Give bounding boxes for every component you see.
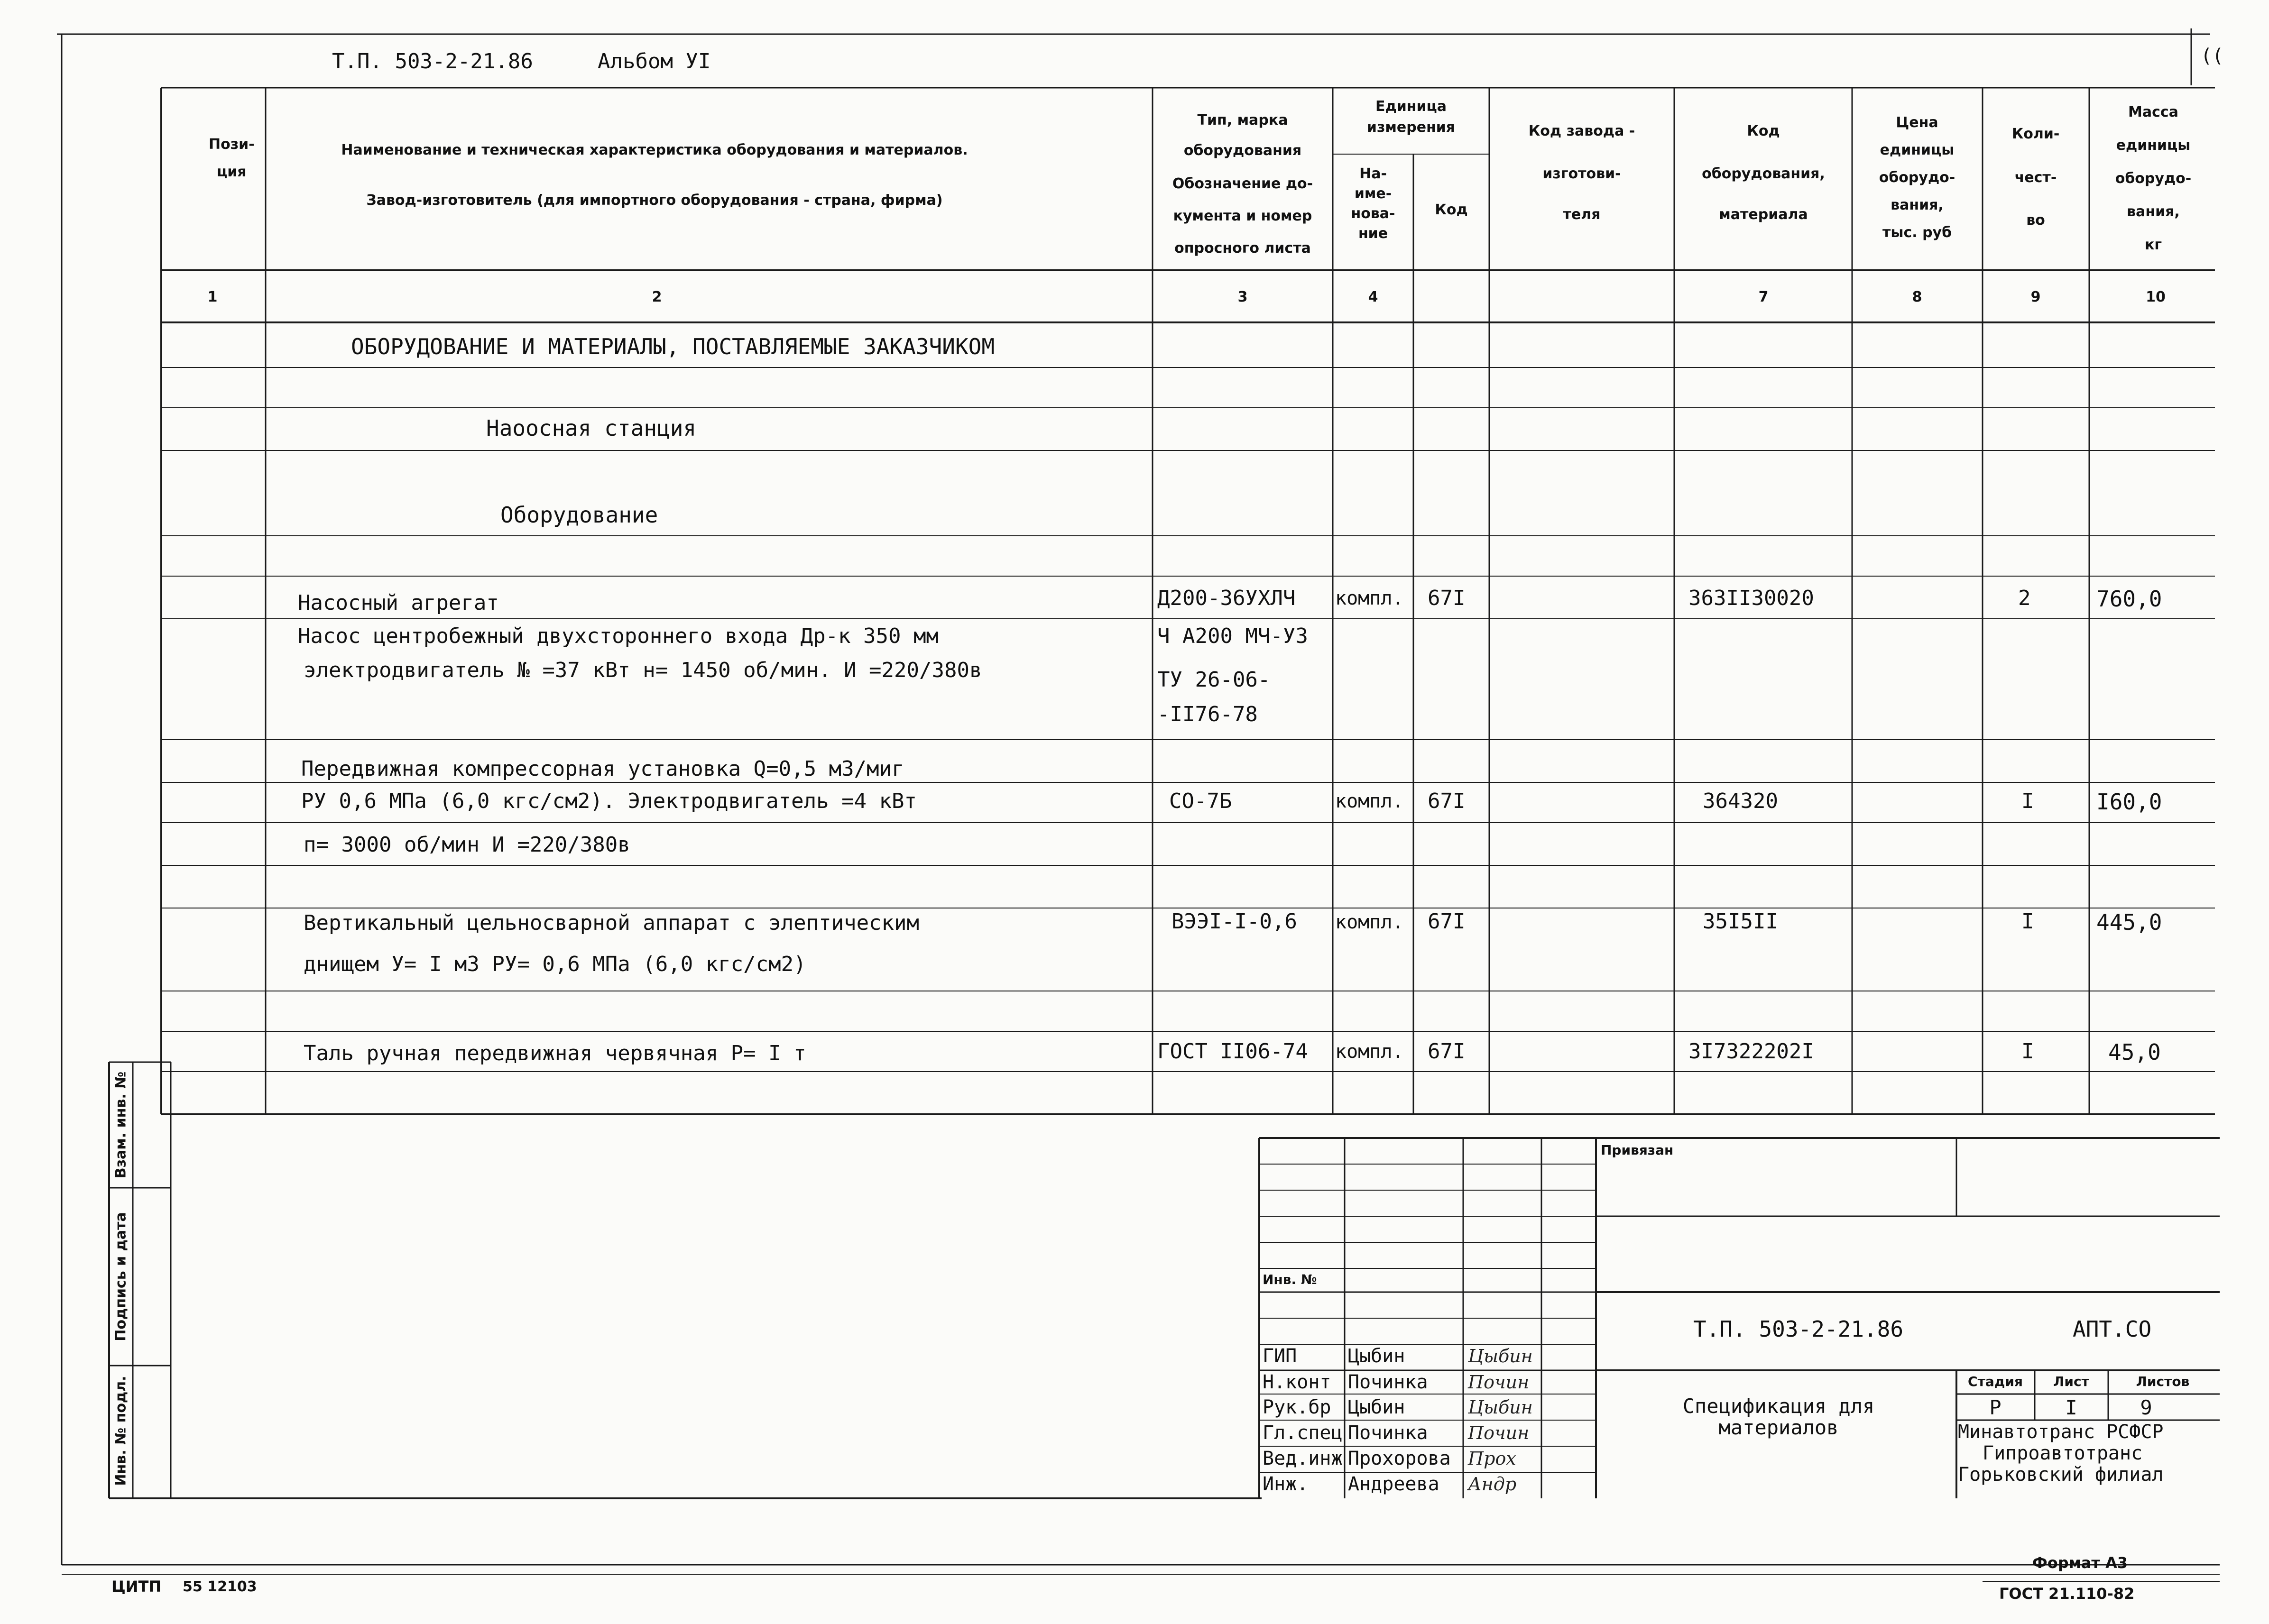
row-item-unit-code: 67I	[1428, 586, 1466, 610]
stamp-role: ГИП	[1263, 1345, 1297, 1367]
stamp-role: Рук.бр	[1263, 1396, 1331, 1418]
row-item-unit: компл.	[1335, 790, 1404, 812]
row-item-mass: 45,0	[2108, 1039, 2161, 1065]
row-item-unit: компл.	[1335, 1041, 1404, 1063]
stamp-person-name: Починка	[1348, 1422, 1428, 1444]
signature: Андр	[1468, 1474, 1517, 1495]
row-item-type: -II76-78	[1157, 702, 1258, 726]
row-item-name: РУ 0,6 МПа (6,0 кгс/см2). Электродвигатель =4 кВт	[301, 789, 917, 813]
col-header-position: Пози- ция	[209, 136, 255, 180]
stamp-role: Вед.инж	[1263, 1448, 1343, 1469]
row-item-quantity: I	[2021, 789, 2034, 813]
stamp-person-name: Андреева	[1348, 1473, 1439, 1495]
row-item-quantity: 2	[2018, 586, 2031, 610]
section-title: Оборудование	[500, 502, 658, 528]
row-item-name: Насос центробежный двухстороннего входа Др-к 350 мм	[298, 624, 939, 648]
col-number: 10	[2146, 289, 2166, 305]
row-item-unit-code: 67I	[1428, 789, 1466, 813]
margin-label-inv: Инв. № подл.	[112, 1376, 129, 1486]
stamp-inv-label: Инв. №	[1263, 1272, 1317, 1287]
footer-gost: ГОСТ 21.110-82	[1999, 1585, 2135, 1603]
row-item-unit: компл.	[1335, 911, 1404, 933]
stamp-stage-label: Стадия	[1968, 1374, 2023, 1389]
stamp-sheets: 9	[2140, 1396, 2152, 1419]
section-title: ОБОРУДОВАНИЕ И МАТЕРИАЛЫ, ПОСТАВЛЯЕМЫЕ ЗАКАЗЧИКОМ	[351, 334, 995, 359]
col-number: 7	[1758, 289, 1769, 305]
signature: Почин	[1468, 1422, 1530, 1443]
row-item-name: Передвижная компрессорная установка Q=0,5 мЗ/миг	[301, 757, 904, 781]
margin-label-podpis: Подпись и дата	[112, 1212, 129, 1341]
row-item-equipment-code: 35I5II	[1703, 909, 1778, 934]
margin-label-vzam: Взам. инв. №	[112, 1071, 129, 1179]
stamp-sheets-label: Листов	[2136, 1374, 2190, 1389]
signature: Прох	[1468, 1448, 1516, 1469]
header-album: Альбом УI	[598, 49, 711, 73]
row-item-quantity: I	[2021, 909, 2034, 934]
row-item-unit: компл.	[1335, 587, 1404, 609]
stamp-role: Гл.спец	[1263, 1422, 1343, 1444]
col-number: 2	[652, 289, 662, 305]
row-item-unit-code: 67I	[1428, 1039, 1466, 1064]
stamp-sheet: I	[2065, 1396, 2077, 1419]
row-item-type: ГОСТ II06-74	[1157, 1039, 1308, 1064]
signature: Цыбин	[1468, 1397, 1533, 1418]
row-item-name: Насосный агрегат	[298, 591, 499, 615]
drawing-sheet: Т.П. 503-2-21.86 Альбом УI (( Пози- ция Наименование и техническая характеристика оборудования и материалов. Завод-изготовитель (для импортного оборудования - страна, фирма) Тип, марка оборудования Обозначение до- кумента и номер опросного листа Единица измерения На- име- нова- ние Код Код завода - изготови- теля Код оборудования, материала Цена единицы оборудо- вания, тыс. руб Коли- чест- во Масса единицы оборудо- вания, кг 1 2 3 4 7 8 9 10 ОБОРУДОВАНИЕ И МАТЕРИАЛЫ, ПОСТАВЛЯЕМЫЕ ЗАКАЗЧИКОМ Наоосная станция Оборудование Насосный агрегат Д200-36УХЛЧ компл. 67I 363II30020 2 760,0 Насос центробежный двухстороннего входа Др-к 350 мм Ч А200 МЧ-УЗ электродвигатель № =37 кВт н= 1450 об/мин. И =220/380в ТУ 26-06- -II76-78 Передвижная компрессорная установка Q=0,5 мЗ/миг РУ 0,6 МПа (6,0 кгс/см2). Электродвигатель =4 кВт СО-7Б компл. 67I 364320 I I60,0 п= 3000 об/мин И =220/380в Вертикальный цельносварной аппарат с элептическим ВЭЭI-I-0,6 компл. 67I 35I5II I 445,0 днищем У= I мЗ РУ= 0,6 МПа (6,0 кгс/см2) Таль ручная передвижная червячная Р= I т ГОСТ II06-74 компл. 67I 3I7322202I I 45,0 Взам. инв. № Подпись и дата Инв. № подл. Привязан Инв. № Т.П. 503-2-21.86 АПТ.СО Спецификация для материалов Стадия Лист Листов Р I 9 Минавтотранс РСФСР Гипроавтотранс Горьковский филиал ГИП Цыбин Цыбин Н.конт Починка Почин Рук.бр Цыбин Цыбин Гл.спец Починка Почин Вед.инж Прохорова Прох Инж. Андреева Андр Формат А3 ГОСТ 21.110-82 ЦИТП 55 12103	[0, 0, 2269, 1624]
stamp-doc-code: Т.П. 503-2-21.86	[1693, 1316, 1904, 1342]
footer-order-number: 55 12103	[183, 1578, 257, 1595]
header-corner-mark: ((	[2201, 45, 2224, 67]
row-item-name: днищем У= I мЗ РУ= 0,6 МПа (6,0 кгс/см2)	[304, 952, 806, 976]
row-item-type: Ч А200 МЧ-УЗ	[1157, 624, 1308, 648]
stamp-org: Гипроавтотранс	[1983, 1442, 2143, 1464]
stamp-mark: АПТ.СО	[2073, 1316, 2152, 1342]
row-item-name: п= 3000 об/мин И =220/380в	[304, 833, 630, 857]
stamp-title: материалов	[1718, 1416, 1839, 1439]
row-item-type: Д200-36УХЛЧ	[1157, 586, 1296, 610]
col-number: 9	[2030, 289, 2041, 305]
stamp-person-name: Цыбин	[1348, 1345, 1405, 1367]
row-item-equipment-code: 363II30020	[1688, 586, 1814, 610]
section-title: Наоосная станция	[486, 415, 697, 441]
row-item-equipment-code: 3I7322202I	[1688, 1039, 1814, 1064]
row-item-name: Вертикальный цельносварной аппарат с элептическим	[304, 911, 920, 935]
row-item-quantity: I	[2021, 1039, 2034, 1064]
footer-citp: ЦИТП	[111, 1578, 162, 1596]
row-item-unit-code: 67I	[1428, 909, 1466, 934]
stamp-org: Минавтотранс РСФСР	[1958, 1421, 2164, 1443]
stamp-role: Н.конт	[1263, 1371, 1331, 1393]
row-item-equipment-code: 364320	[1703, 789, 1778, 813]
row-item-name: Таль ручная передвижная червячная Р= I т	[304, 1041, 806, 1065]
row-item-mass: 445,0	[2096, 909, 2162, 935]
col-number: 3	[1237, 289, 1248, 305]
row-item-mass: 760,0	[2096, 586, 2162, 612]
col-number: 4	[1368, 289, 1378, 305]
stamp-person-name: Починка	[1348, 1371, 1428, 1393]
row-item-type: ТУ 26-06-	[1157, 668, 1271, 692]
stamp-privyazan-label: Привязан	[1601, 1142, 1674, 1158]
stamp-person-name: Цыбин	[1348, 1396, 1405, 1418]
stamp-stage: Р	[1989, 1396, 2002, 1419]
signature: Цыбин	[1468, 1346, 1533, 1367]
signature: Почин	[1468, 1372, 1530, 1393]
col-number: 1	[207, 289, 218, 305]
row-item-mass: I60,0	[2096, 789, 2162, 815]
stamp-sheet-label: Лист	[2053, 1374, 2089, 1389]
row-item-type: ВЭЭI-I-0,6	[1171, 909, 1297, 934]
row-item-name: электродвигатель № =37 кВт н= 1450 об/мин. И =220/380в	[304, 658, 982, 682]
stamp-person-name: Прохорова	[1348, 1448, 1451, 1469]
stamp-title: Спецификация для	[1682, 1395, 1875, 1418]
header-doc-code: Т.П. 503-2-21.86	[332, 49, 533, 73]
stamp-role: Инж.	[1263, 1473, 1309, 1495]
col-number: 8	[1912, 289, 1922, 305]
footer-format: Формат А3	[2032, 1554, 2128, 1572]
stamp-org: Горьковский филиал	[1958, 1464, 2164, 1486]
row-item-type: СО-7Б	[1169, 789, 1232, 813]
